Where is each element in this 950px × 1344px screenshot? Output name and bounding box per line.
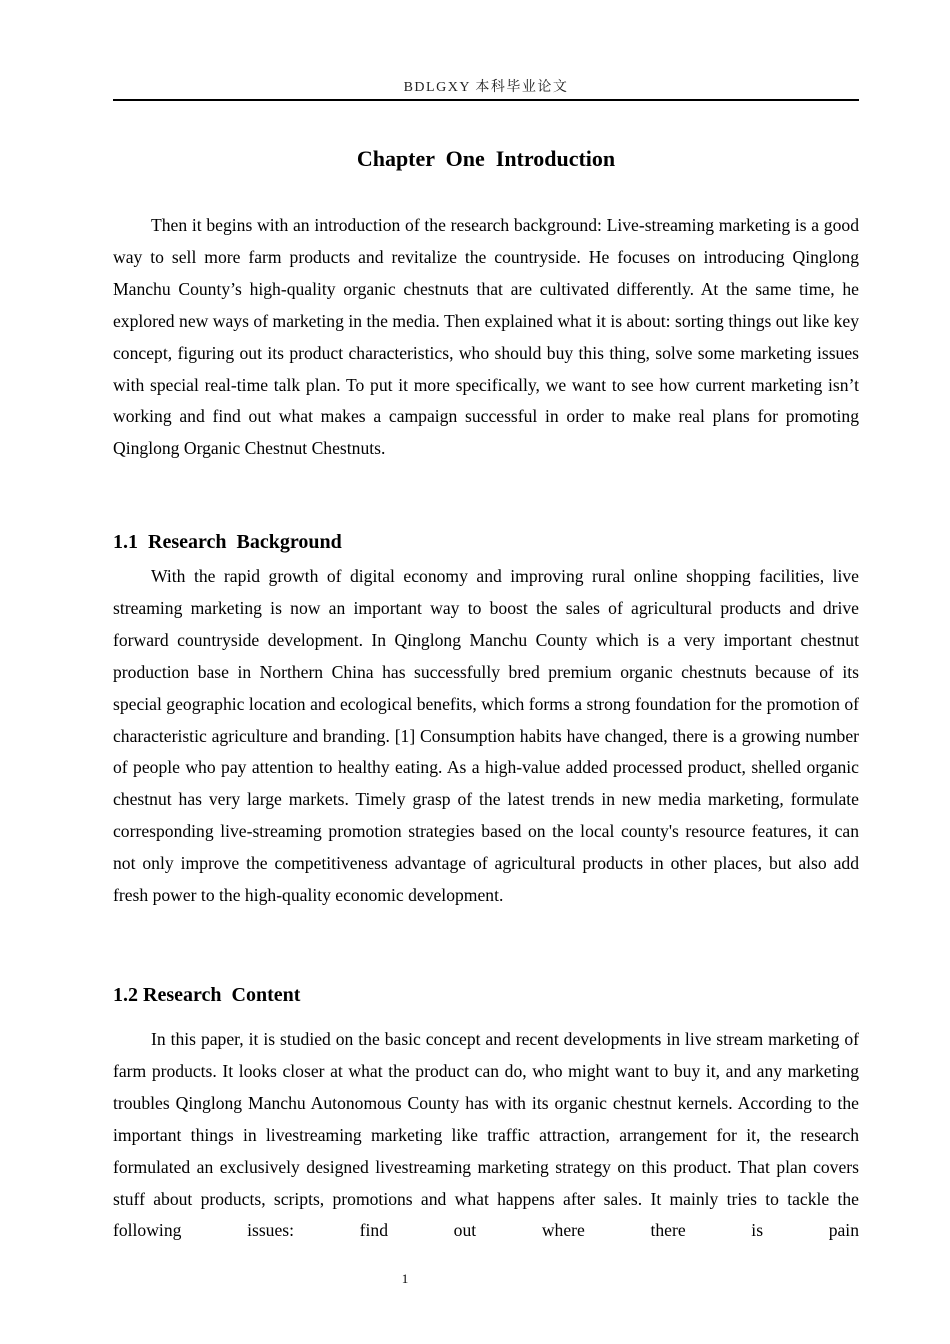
section-heading-research-content: 1.2 Research Content — [113, 984, 301, 1006]
running-header: BDLGXY 本科毕业论文 — [403, 80, 569, 95]
chapter-intro-paragraph: Then it begins with an introduction of the research background: Live-streaming marketing is a good way to sell more farm products and revitalize the countryside. He focuses on introducing Qinglong Manchu County’s high-quality organic chestnuts that are cultivated differently. At the same time, he explored new ways of marketing in the media. Then explained what it is about: sorting things out like key concept, figuring out its product characteristics, who should buy this thing, solve some marketing issues with special real-time talk plan. To put it more specifically, we want to see how current marketing isn’t working and find out what makes a campaign successful in order to make real plans for promoting Qinglong Organic Chestnut Chestnuts. — [113, 215, 859, 459]
header-divider — [113, 99, 859, 101]
chapter-title: Chapter One Introduction — [356, 146, 616, 171]
section-heading-research-background: 1.1 Research Background — [113, 531, 342, 553]
page-number: 1 — [401, 1271, 409, 1286]
research-content-paragraph: In this paper, it is studied on the basic concept and recent developments in live stream marketing of farm products. It looks closer at what the product can do, who might want to buy it, and any marketing troubles Qinglong Manchu Autonomous County has with its organic chestnut kernels. According to the important things in livestreaming marketing like traffic attraction, arrangement for it, the research formulated an exclusively designed livestreaming marketing strategy on this product. That plan covers stuff about products, scripts, promotions and what happens after sales. It mainly tries to tackle the following issues: find out where there is pain — [113, 1029, 859, 1241]
research-background-paragraph: With the rapid growth of digital economy and improving rural online shopping facilities, live streaming marketing is now an important way to boost the sales of agricultural products and drive forward countryside development. In Qinglong Manchu County which is a very important chestnut production base in Northern China has successfully bred premium organic chestnuts because of its special geographic location and ecological benefits, which forms a strong foundation for the promotion of characteristic agriculture and branding. [1] Consumption habits have changed, there is a growing number of people who pay attention to healthy eating. As a high-value added processed product, shelled organic chestnut has very large markets. Timely grasp of the latest trends in new media marketing, formulate corresponding live-streaming promotion strategies based on the local county's resource features, it can not only improve the competitiveness advantage of agricultural products in other places, but also add fresh power to the high-quality economic development. — [113, 566, 859, 906]
